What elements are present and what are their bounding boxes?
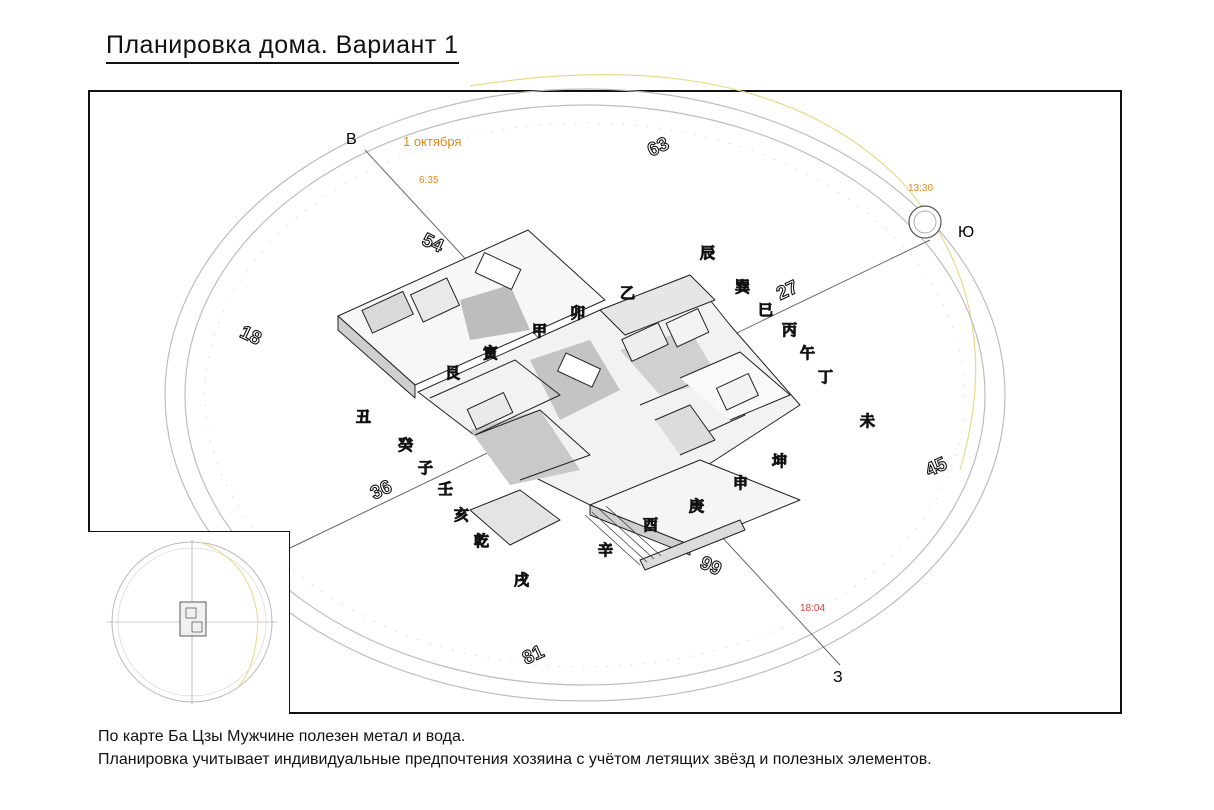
mountain-shen: 申 <box>733 475 749 492</box>
sun-date: 1 октября <box>403 134 462 149</box>
mountain-kun: 坤 <box>772 453 788 470</box>
mountain-ding: 丁 <box>818 369 834 386</box>
star-number-81: 81 <box>519 641 548 670</box>
direction-west: З <box>833 669 843 686</box>
star-number-63: 63 <box>644 133 673 162</box>
mountain-qian: 乾 <box>474 533 490 550</box>
mountain-jia: 甲 <box>532 323 548 340</box>
mountain-xin: 辛 <box>598 542 614 559</box>
star-number-99: 99 <box>696 552 725 581</box>
mountain-xun: 巽 <box>735 279 751 296</box>
house-plan-isometric <box>338 230 800 570</box>
star-number-45: 45 <box>922 453 951 482</box>
mountain-geng: 庚 <box>689 498 705 515</box>
direction-south: Ю <box>958 224 975 241</box>
mountain-ren: 壬 <box>438 481 454 498</box>
mountain-si: 巳 <box>758 302 774 319</box>
mountain-yin: 寅 <box>483 345 499 362</box>
star-number-27: 27 <box>773 276 802 305</box>
mountain-bing: 丙 <box>782 322 798 339</box>
mountain-hai: 亥 <box>454 507 470 524</box>
mountain-xu: 戌 <box>514 572 530 589</box>
mountain-wei: 未 <box>860 413 876 430</box>
caption-line-1: По карте Ба Цзы Мужчине полезен метал и вода. <box>98 728 466 745</box>
sun-icon <box>909 206 941 238</box>
star-number-18: 18 <box>236 321 265 350</box>
page-title: Планировка дома. Вариант 1 <box>106 30 459 64</box>
mountain-gen: 艮 <box>445 365 461 382</box>
mountain-yi: 乙 <box>620 285 636 302</box>
sunrise-time: 6:35 <box>419 175 439 186</box>
sunset-time: 18:04 <box>800 603 826 614</box>
mountain-wu: 午 <box>800 345 816 362</box>
inset-sun-path <box>200 542 258 687</box>
star-number-36: 36 <box>367 476 396 505</box>
mountain-you: 酉 <box>643 517 659 534</box>
mountain-mao: 卯 <box>570 305 586 322</box>
direction-east: В <box>346 131 357 148</box>
mountain-chen: 辰 <box>700 245 716 262</box>
inset-site-plan <box>88 531 290 714</box>
noon-time: 13:30 <box>908 183 934 194</box>
caption-line-2: Планировка учитывает индивидуальные предпочтения хозяина с учётом летящих звёзд и полезных элементов. <box>98 751 932 768</box>
mountain-chou: 丑 <box>356 409 372 426</box>
mountain-zi: 子 <box>418 460 434 477</box>
star-number-54: 54 <box>418 229 447 258</box>
mountain-gui: 癸 <box>398 437 414 454</box>
